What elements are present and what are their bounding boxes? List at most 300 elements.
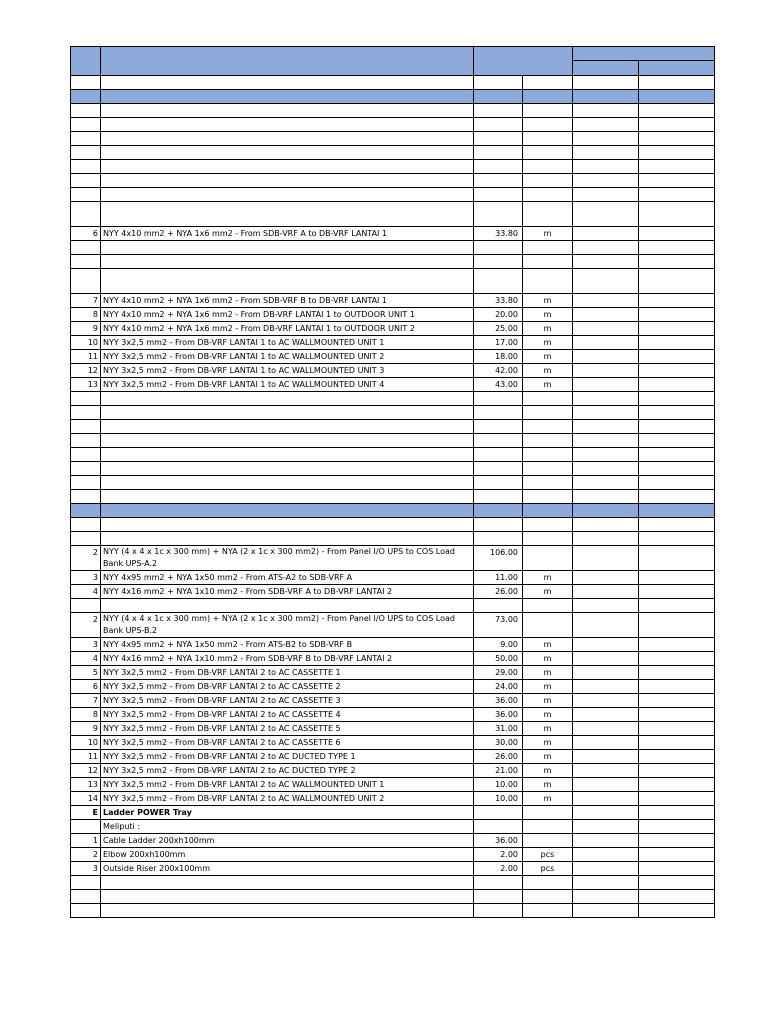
item-number-cell	[71, 188, 101, 202]
header-no-cell	[71, 47, 101, 76]
item-number-cell: 10	[71, 336, 101, 350]
item-description-cell	[101, 255, 474, 269]
unit-price-cell	[573, 448, 639, 462]
item-number-cell	[71, 434, 101, 448]
unit-cell: m	[523, 378, 573, 392]
item-number-cell	[71, 532, 101, 546]
unit-cell: m	[523, 322, 573, 336]
unit-cell: m	[523, 585, 573, 599]
item-description-cell: NYY 4x16 mm2 + NYA 1x10 mm2 - From SDB-VRF A to DB-VRF LANTAI 2	[101, 585, 474, 599]
unit-cell: pcs	[523, 862, 573, 876]
unit-price-cell	[573, 118, 639, 132]
quantity-cell: 2.00	[474, 848, 523, 862]
quantity-cell	[474, 448, 523, 462]
item-description-cell	[101, 146, 474, 160]
unit-price-cell	[573, 269, 639, 294]
unit-cell: m	[523, 708, 573, 722]
table-row	[71, 820, 715, 834]
unit-price-cell	[573, 255, 639, 269]
unit-cell: pcs	[523, 848, 573, 862]
item-number-cell	[71, 462, 101, 476]
unit-cell: m	[523, 778, 573, 792]
unit-price-cell	[573, 820, 639, 834]
total-price-cell	[639, 571, 715, 585]
unit-cell	[523, 462, 573, 476]
item-description-cell	[101, 202, 474, 227]
empty-row	[71, 420, 715, 434]
total-price-cell	[639, 820, 715, 834]
quantity-cell: 10.00	[474, 778, 523, 792]
unit-cell	[523, 876, 573, 890]
item-description-cell: Cable Ladder 200xh100mm	[101, 834, 474, 848]
unit-price-cell	[573, 680, 639, 694]
item-description-cell	[101, 504, 474, 518]
quantity-cell: 26.00	[474, 585, 523, 599]
total-price-cell	[639, 160, 715, 174]
total-price-cell	[639, 241, 715, 255]
unit-cell	[523, 806, 573, 820]
quantity-cell: 10.00	[474, 792, 523, 806]
total-price-cell	[639, 764, 715, 778]
table-row	[71, 806, 715, 820]
unit-cell	[523, 160, 573, 174]
unit-price-cell	[573, 174, 639, 188]
unit-price-cell	[573, 308, 639, 322]
unit-price-cell	[573, 613, 639, 638]
table-row	[71, 764, 715, 778]
unit-price-cell	[573, 764, 639, 778]
unit-cell	[523, 518, 573, 532]
unit-price-cell	[573, 322, 639, 336]
empty-row	[71, 255, 715, 269]
unit-price-cell	[573, 378, 639, 392]
item-number-cell	[71, 876, 101, 890]
unit-cell: m	[523, 571, 573, 585]
unit-price-cell	[573, 708, 639, 722]
total-price-cell	[639, 890, 715, 904]
unit-cell: m	[523, 638, 573, 652]
item-number-cell: 12	[71, 764, 101, 778]
unit-cell	[523, 174, 573, 188]
header-unit-price-cell	[573, 61, 639, 76]
item-number-cell: 4	[71, 652, 101, 666]
item-description-cell	[101, 462, 474, 476]
unit-cell: m	[523, 308, 573, 322]
item-number-cell	[71, 146, 101, 160]
unit-price-cell	[573, 406, 639, 420]
table-row	[71, 736, 715, 750]
total-price-cell	[639, 834, 715, 848]
total-price-cell	[639, 806, 715, 820]
unit-price-cell	[573, 392, 639, 406]
item-number-cell: 2	[71, 848, 101, 862]
item-description-cell: NYY 4x10 mm2 + NYA 1x6 mm2 - From DB-VRF LANTAI 1 to OUTDOOR UNIT 2	[101, 322, 474, 336]
unit-cell	[523, 392, 573, 406]
quantity-cell: 50.00	[474, 652, 523, 666]
quantity-cell	[474, 532, 523, 546]
quantity-cell	[474, 392, 523, 406]
unit-price-cell	[573, 750, 639, 764]
total-price-cell	[639, 118, 715, 132]
quantity-cell	[474, 255, 523, 269]
quantity-cell	[474, 476, 523, 490]
header-volume-cell	[474, 47, 573, 76]
item-description-cell	[101, 890, 474, 904]
empty-row	[71, 876, 715, 890]
unit-cell	[523, 448, 573, 462]
item-description-cell	[101, 599, 474, 613]
item-number-cell: 3	[71, 571, 101, 585]
quantity-cell	[474, 820, 523, 834]
total-price-cell	[639, 504, 715, 518]
total-price-cell	[639, 792, 715, 806]
empty-row	[71, 518, 715, 532]
item-description-cell: NYY 4x10 mm2 + NYA 1x6 mm2 - From DB-VRF LANTAI 1 to OUTDOOR UNIT 1	[101, 308, 474, 322]
empty-row	[71, 532, 715, 546]
total-price-cell	[639, 434, 715, 448]
item-description-cell	[101, 188, 474, 202]
unit-cell	[523, 599, 573, 613]
item-description-cell: NYY 3x2,5 mm2 - From DB-VRF LANTAI 2 to AC WALLMOUNTED UNIT 1	[101, 778, 474, 792]
total-price-cell	[639, 255, 715, 269]
item-description-cell	[101, 118, 474, 132]
item-description-cell	[101, 174, 474, 188]
empty-row	[71, 104, 715, 118]
item-description-cell: NYY 4x10 mm2 + NYA 1x6 mm2 - From SDB-VRF B to DB-VRF LANTAI 1	[101, 294, 474, 308]
item-description-cell	[101, 392, 474, 406]
total-price-cell	[639, 227, 715, 241]
quantity-cell: 33.80	[474, 294, 523, 308]
total-price-cell	[639, 652, 715, 666]
item-description-cell	[101, 434, 474, 448]
quantity-cell	[474, 90, 523, 104]
unit-price-cell	[573, 241, 639, 255]
unit-price-cell	[573, 532, 639, 546]
unit-cell: m	[523, 736, 573, 750]
unit-price-cell	[573, 90, 639, 104]
unit-price-cell	[573, 848, 639, 862]
unit-price-cell	[573, 227, 639, 241]
table-row	[71, 364, 715, 378]
item-description-cell: Meliputi :	[101, 820, 474, 834]
item-description-cell: NYY 4x10 mm2 + NYA 1x6 mm2 - From SDB-VRF A to DB-VRF LANTAI 1	[101, 227, 474, 241]
table-row	[71, 722, 715, 736]
table-row	[71, 350, 715, 364]
unit-cell	[523, 890, 573, 904]
unit-cell	[523, 820, 573, 834]
unit-cell	[523, 420, 573, 434]
table-row	[71, 613, 715, 638]
item-description-cell: NYY 3x2,5 mm2 - From DB-VRF LANTAI 2 to AC CASSETTE 6	[101, 736, 474, 750]
empty-row	[71, 599, 715, 613]
empty-row	[71, 188, 715, 202]
total-price-cell	[639, 904, 715, 918]
quantity-cell	[474, 599, 523, 613]
table-row	[71, 750, 715, 764]
table-row	[71, 546, 715, 571]
unit-price-cell	[573, 652, 639, 666]
unit-cell	[523, 546, 573, 571]
item-number-cell	[71, 392, 101, 406]
unit-cell	[523, 255, 573, 269]
item-number-cell	[71, 904, 101, 918]
quantity-cell	[474, 118, 523, 132]
item-description-cell: NYY 3x2,5 mm2 - From DB-VRF LANTAI 1 to AC WALLMOUNTED UNIT 1	[101, 336, 474, 350]
unit-cell: m	[523, 694, 573, 708]
item-number-cell: 9	[71, 722, 101, 736]
table-row	[71, 571, 715, 585]
total-price-cell	[639, 599, 715, 613]
empty-row	[71, 890, 715, 904]
total-price-cell	[639, 750, 715, 764]
quantity-cell: 26.00	[474, 750, 523, 764]
quantity-cell	[474, 406, 523, 420]
item-description-cell: NYY 3x2,5 mm2 - From DB-VRF LANTAI 2 to AC CASSETTE 1	[101, 666, 474, 680]
section-header-row	[71, 90, 715, 104]
unit-cell: m	[523, 764, 573, 778]
unit-price-cell	[573, 518, 639, 532]
unit-price-cell	[573, 490, 639, 504]
item-description-cell	[101, 904, 474, 918]
unit-price-cell	[573, 336, 639, 350]
table-body	[71, 47, 715, 918]
item-description-cell: NYY 4x95 mm2 + NYA 1x50 mm2 - From ATS-A2 to SDB-VRF A	[101, 571, 474, 585]
item-description-cell: NYY 3x2,5 mm2 - From DB-VRF LANTAI 1 to AC WALLMOUNTED UNIT 3	[101, 364, 474, 378]
item-number-cell	[71, 174, 101, 188]
item-number-cell	[71, 118, 101, 132]
total-price-cell	[639, 294, 715, 308]
unit-price-cell	[573, 104, 639, 118]
item-description-cell	[101, 132, 474, 146]
header-description-cell	[101, 47, 474, 76]
table-row	[71, 848, 715, 862]
item-description-cell	[101, 241, 474, 255]
item-description-cell	[101, 476, 474, 490]
unit-cell	[523, 104, 573, 118]
item-number-cell	[71, 269, 101, 294]
total-price-cell	[639, 188, 715, 202]
item-description-cell	[101, 420, 474, 434]
unit-price-cell	[573, 420, 639, 434]
unit-price-cell	[573, 736, 639, 750]
item-number-cell: 11	[71, 350, 101, 364]
unit-cell: m	[523, 336, 573, 350]
item-description-cell	[101, 76, 474, 90]
header-price-cell	[573, 47, 715, 61]
item-description-cell: NYY 3x2,5 mm2 - From DB-VRF LANTAI 1 to AC WALLMOUNTED UNIT 2	[101, 350, 474, 364]
item-number-cell: 7	[71, 294, 101, 308]
empty-row	[71, 118, 715, 132]
total-price-cell	[639, 680, 715, 694]
item-number-cell	[71, 448, 101, 462]
empty-row	[71, 490, 715, 504]
total-price-cell	[639, 174, 715, 188]
quantity-cell	[474, 241, 523, 255]
total-price-cell	[639, 585, 715, 599]
unit-price-cell	[573, 876, 639, 890]
total-price-cell	[639, 406, 715, 420]
item-number-cell: 9	[71, 322, 101, 336]
unit-cell	[523, 188, 573, 202]
total-price-cell	[639, 862, 715, 876]
empty-row	[71, 146, 715, 160]
quantity-cell: 43.00	[474, 378, 523, 392]
total-price-cell	[639, 546, 715, 571]
item-description-cell	[101, 490, 474, 504]
quantity-cell: 36.00	[474, 834, 523, 848]
quantity-cell	[474, 434, 523, 448]
empty-row	[71, 434, 715, 448]
item-number-cell	[71, 76, 101, 90]
item-description-cell: NYY 4x95 mm2 + NYA 1x50 mm2 - From ATS-B2 to SDB-VRF B	[101, 638, 474, 652]
table-header-row-1	[71, 47, 715, 61]
total-price-cell	[639, 132, 715, 146]
total-price-cell	[639, 104, 715, 118]
quantity-cell: 30.00	[474, 736, 523, 750]
unit-cell	[523, 406, 573, 420]
item-number-cell: 1	[71, 834, 101, 848]
total-price-cell	[639, 736, 715, 750]
item-number-cell	[71, 890, 101, 904]
item-number-cell	[71, 202, 101, 227]
item-number-cell: 13	[71, 378, 101, 392]
item-description-cell: NYY 3x2,5 mm2 - From DB-VRF LANTAI 2 to AC CASSETTE 4	[101, 708, 474, 722]
unit-price-cell	[573, 504, 639, 518]
item-description-cell: NYY (4 x 4 x 1c x 300 mm) + NYA (2 x 1c x 300 mm2) - From Panel I/O UPS to COS Load Bank UPS-A.2	[101, 546, 474, 571]
empty-row	[71, 448, 715, 462]
quantity-cell: 36.00	[474, 694, 523, 708]
unit-cell	[523, 269, 573, 294]
unit-price-cell	[573, 834, 639, 848]
quantity-cell	[474, 518, 523, 532]
unit-price-cell	[573, 350, 639, 364]
quantity-cell: 106.00	[474, 546, 523, 571]
unit-price-cell	[573, 146, 639, 160]
table-row	[71, 308, 715, 322]
quantity-cell: 31.00	[474, 722, 523, 736]
unit-price-cell	[573, 585, 639, 599]
unit-price-cell	[573, 792, 639, 806]
unit-cell	[523, 90, 573, 104]
unit-cell: m	[523, 722, 573, 736]
unit-cell	[523, 132, 573, 146]
table-row	[71, 792, 715, 806]
item-description-cell: Outside Riser 200x100mm	[101, 862, 474, 876]
total-price-cell	[639, 490, 715, 504]
empty-row	[71, 202, 715, 227]
unit-price-cell	[573, 294, 639, 308]
total-price-cell	[639, 448, 715, 462]
item-number-cell	[71, 160, 101, 174]
table-row	[71, 652, 715, 666]
item-number-cell: 8	[71, 308, 101, 322]
quantity-cell: 42.00	[474, 364, 523, 378]
unit-cell	[523, 118, 573, 132]
item-description-cell	[101, 518, 474, 532]
unit-price-cell	[573, 722, 639, 736]
table-row	[71, 694, 715, 708]
table-row	[71, 378, 715, 392]
unit-cell: m	[523, 750, 573, 764]
empty-row	[71, 476, 715, 490]
unit-cell: m	[523, 294, 573, 308]
unit-price-cell	[573, 778, 639, 792]
quantity-cell: 24.00	[474, 680, 523, 694]
quantity-cell: 25.00	[474, 322, 523, 336]
empty-row	[71, 406, 715, 420]
total-price-cell	[639, 518, 715, 532]
table-row	[71, 862, 715, 876]
item-description-cell: NYY 3x2,5 mm2 - From DB-VRF LANTAI 2 to AC CASSETTE 3	[101, 694, 474, 708]
table-row	[71, 585, 715, 599]
unit-price-cell	[573, 160, 639, 174]
total-price-cell	[639, 420, 715, 434]
table-row	[71, 336, 715, 350]
item-number-cell: 10	[71, 736, 101, 750]
item-number-cell: 2	[71, 613, 101, 638]
total-price-cell	[639, 476, 715, 490]
quantity-cell: 9.00	[474, 638, 523, 652]
unit-price-cell	[573, 476, 639, 490]
unit-cell	[523, 476, 573, 490]
quantity-cell	[474, 462, 523, 476]
unit-price-cell	[573, 546, 639, 571]
item-number-cell	[71, 490, 101, 504]
item-number-cell	[71, 241, 101, 255]
quantity-cell	[474, 904, 523, 918]
table-row	[71, 834, 715, 848]
total-price-cell	[639, 378, 715, 392]
item-description-cell: Elbow 200xh100mm	[101, 848, 474, 862]
quantity-cell	[474, 490, 523, 504]
item-description-cell	[101, 104, 474, 118]
unit-cell	[523, 146, 573, 160]
unit-price-cell	[573, 638, 639, 652]
quantity-cell	[474, 188, 523, 202]
item-number-cell: 8	[71, 708, 101, 722]
unit-cell	[523, 202, 573, 227]
unit-price-cell	[573, 132, 639, 146]
item-number-cell	[71, 599, 101, 613]
unit-price-cell	[573, 434, 639, 448]
total-price-cell	[639, 202, 715, 227]
quantity-cell	[474, 504, 523, 518]
item-number-cell: 6	[71, 227, 101, 241]
total-price-cell	[639, 364, 715, 378]
item-description-cell: NYY 3x2,5 mm2 - From DB-VRF LANTAI 1 to AC WALLMOUNTED UNIT 4	[101, 378, 474, 392]
table-row	[71, 666, 715, 680]
empty-row	[71, 76, 715, 90]
quantity-cell: 36.00	[474, 708, 523, 722]
unit-price-cell	[573, 599, 639, 613]
item-number-cell: 12	[71, 364, 101, 378]
item-number-cell	[71, 518, 101, 532]
unit-cell	[523, 241, 573, 255]
quantity-cell: 17.00	[474, 336, 523, 350]
unit-price-cell	[573, 890, 639, 904]
unit-cell	[523, 490, 573, 504]
total-price-cell	[639, 638, 715, 652]
total-price-cell	[639, 876, 715, 890]
quantity-cell	[474, 76, 523, 90]
quantity-cell	[474, 104, 523, 118]
table-row	[71, 322, 715, 336]
total-price-cell	[639, 336, 715, 350]
quantity-cell	[474, 132, 523, 146]
unit-price-cell	[573, 904, 639, 918]
item-number-cell	[71, 90, 101, 104]
bill-of-quantities-table	[70, 46, 715, 918]
